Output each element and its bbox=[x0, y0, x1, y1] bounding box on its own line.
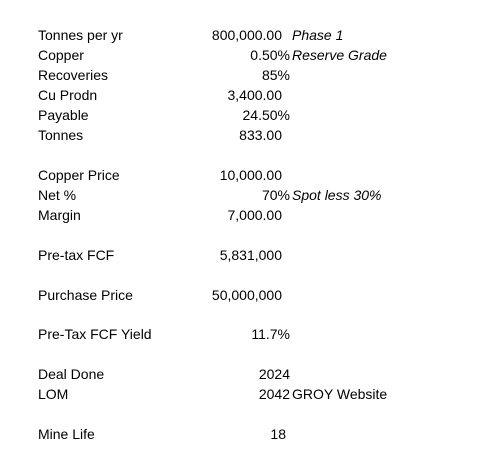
row-label: Recoveries bbox=[38, 67, 109, 83]
row-value: 85% bbox=[261, 67, 290, 83]
row-value: 24.50% bbox=[242, 107, 290, 123]
row-pre-tax-fcf-yield bbox=[0, 324, 500, 344]
row-label: Purchase Price bbox=[38, 287, 133, 303]
row-label: Tonnes bbox=[38, 127, 84, 143]
row-value: 5,831,000 bbox=[219, 247, 282, 263]
row-tonnes-per-yr bbox=[0, 25, 500, 45]
row-label: Margin bbox=[38, 207, 81, 223]
row-pre-tax-fcf bbox=[0, 245, 500, 265]
row-purchase-price bbox=[0, 285, 500, 305]
row-label: Pre-tax FCF bbox=[38, 247, 115, 263]
row-label: LOM bbox=[38, 386, 69, 402]
row-note: Phase 1 bbox=[292, 27, 344, 43]
row-value: 18 bbox=[270, 426, 286, 442]
row-value: 2042 bbox=[258, 386, 290, 402]
row-label: Deal Done bbox=[38, 366, 105, 382]
row-value: 7,000.00 bbox=[227, 207, 282, 223]
row-cu-prodn bbox=[0, 85, 500, 105]
row-label: Payable bbox=[38, 107, 89, 123]
row-label: Copper Price bbox=[38, 167, 120, 183]
row-recoveries bbox=[0, 65, 500, 85]
row-label: Tonnes per yr bbox=[38, 27, 123, 43]
row-mine-life bbox=[0, 424, 500, 444]
row-label: Cu Prodn bbox=[38, 87, 98, 103]
row-note: Reserve Grade bbox=[292, 47, 387, 63]
row-value: 833.00 bbox=[239, 127, 282, 143]
row-label: Pre-Tax FCF Yield bbox=[38, 326, 152, 342]
row-note: GROY Website bbox=[292, 386, 388, 402]
row-copper-price bbox=[0, 165, 500, 185]
row-net-percent bbox=[0, 185, 500, 205]
row-margin bbox=[0, 205, 500, 225]
row-payable bbox=[0, 105, 500, 125]
row-value: 11.7% bbox=[251, 326, 290, 342]
row-label: Copper bbox=[38, 47, 84, 63]
row-value: 50,000,000 bbox=[211, 287, 282, 303]
row-lom bbox=[0, 384, 500, 404]
row-note: Spot less 30% bbox=[292, 187, 382, 203]
row-copper bbox=[0, 45, 500, 65]
row-value: 3,400.00 bbox=[227, 87, 282, 103]
row-value: 0.50% bbox=[250, 47, 290, 63]
row-tonnes bbox=[0, 125, 500, 145]
row-value: 2024 bbox=[258, 366, 290, 382]
row-label: Net % bbox=[38, 187, 77, 203]
row-value: 10,000.00 bbox=[219, 167, 282, 183]
row-value: 70% bbox=[261, 187, 290, 203]
row-deal-done bbox=[0, 364, 500, 384]
row-label: Mine Life bbox=[38, 426, 95, 442]
row-value: 800,000.00 bbox=[211, 27, 282, 43]
